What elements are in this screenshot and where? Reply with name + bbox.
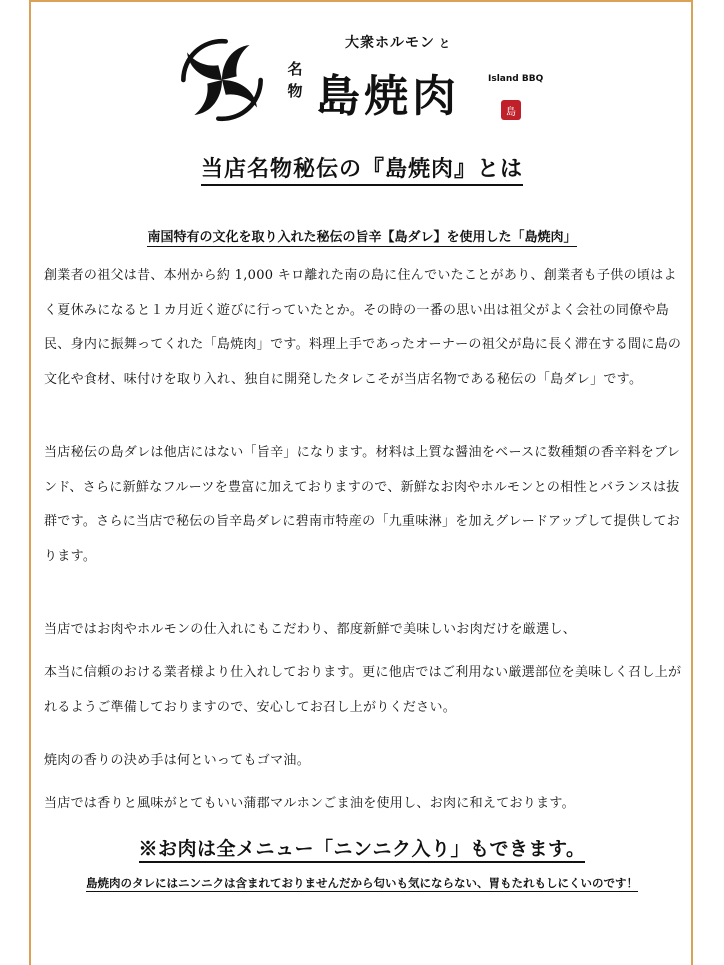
paragraph-sauce: 当店秘伝の島ダレは他店にはない「旨辛」になります。材料は上質な醤油をベースに数種類の香辛料をブレンド、さらに新鮮なフルーツを豊富に加えておりますので、新鮮なお肉やホルモンとの相性とバランスは抜群です。さらに当店で秘伝の旨辛島ダレに碧南市特産の「九重味淋」を加えグレードアップして提供しております。 xyxy=(44,445,681,564)
logo-tagline: 大衆ホルモン と xyxy=(345,35,451,51)
logo-meibutsu: 名物 xyxy=(287,60,303,100)
paragraph-origin: 創業者の祖父は昔、本州から約 1,000 キロ離れた南の島に住んでいたことがあり、創業者も子供の頃はよく夏休みになると１カ月近く遊びに行っていたとか。その時の一番の思い出は祖父がよく会社の同僚や島民、身内に振舞ってくれた「島焼肉」です。料理上手であったオーナーの祖父が島に長く滞在する間に島の文化や食材、味付けを取り入れ、独自に開発したタレこそが当店名物である秘伝の「島ダレ」です。 xyxy=(44,268,682,387)
paragraph-sourcing: 当店ではお肉やホルモンの仕入れにもこだわり、都度新鮮で美味しいお肉だけを厳選し、 xyxy=(44,622,577,637)
page-title: 当店名物秘伝の『島焼肉』とは xyxy=(0,152,724,183)
swirl-logo-icon xyxy=(176,34,268,126)
garlic-callout: ※お肉は全メニュー「ニンニク入り」もできます。 xyxy=(0,834,724,861)
logo-english: Island BBQ xyxy=(488,74,544,84)
paragraph-sesame-oil: 当店では香りと風味がとてもいい蒲郡マルホンごま油を使用し、お肉に和えております。 xyxy=(44,796,575,811)
logo-seal: 島 xyxy=(501,100,521,120)
logo-name: 島焼肉 xyxy=(316,71,460,122)
subtitle: 南国特有の文化を取り入れた秘伝の旨辛【島ダレ】を使用した「島焼肉」 xyxy=(147,230,577,245)
paragraph-sesame: 焼肉の香りの決め手は何といってもゴマ油。 xyxy=(44,753,311,768)
logo xyxy=(176,28,556,128)
paragraph-suppliers: 本当に信頼のおける業者様より仕入れしております。更に他店ではご利用ない厳選部位を美味しく召し上がれるようご準備しておりますので、安心してお召し上がりください。 xyxy=(44,665,682,715)
footnote: 島焼肉のタレにはニンニクは含まれておりませんだから匂いも気にならない、胃もたれもしにくいのです！ xyxy=(86,876,638,890)
